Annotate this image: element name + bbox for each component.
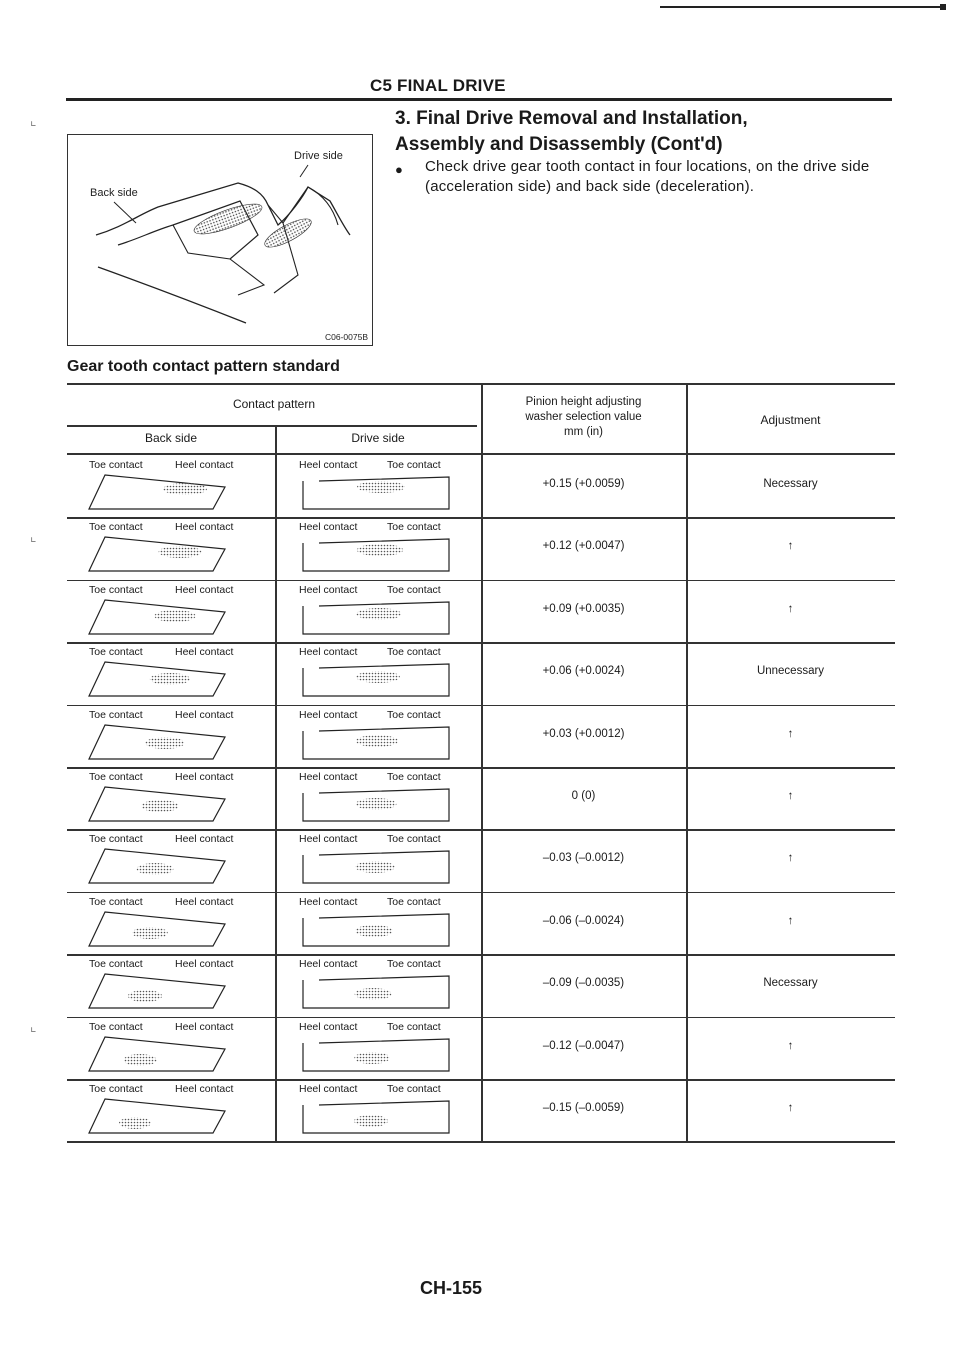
toe-contact-label: Toe contact: [89, 1083, 143, 1095]
adjustment-value: ↑: [787, 727, 794, 740]
washer-value: +0.12 (+0.0047): [542, 540, 625, 553]
heel-contact-label: Heel contact: [299, 895, 358, 908]
back-side-pattern-icon: [85, 910, 255, 950]
drive-side-pattern-icon: [299, 847, 469, 887]
back-side-pattern-icon: [85, 535, 255, 575]
top-rule: [660, 6, 946, 8]
adjustment-value: ↑: [787, 852, 794, 865]
instruction-text: Check drive gear tooth contact in four locations, on the drive side (acceleration side) and back side (deceleration).: [425, 158, 870, 195]
row-rule: [67, 580, 895, 582]
washer-value: +0.06 (+0.0024): [542, 665, 625, 678]
drive-side-pattern-icon: [299, 473, 469, 513]
back-side-pattern-icon: [85, 847, 255, 887]
top-rule-tip: [940, 4, 946, 10]
header-contact-pattern: Contact pattern: [232, 397, 316, 411]
drive-side-pattern-icon: [299, 785, 469, 825]
table-row: [67, 1079, 895, 1141]
toe-contact-label: Toe contact: [89, 521, 143, 534]
toe-contact-label: Toe contact: [387, 833, 441, 846]
toe-contact-label: Toe contact: [89, 646, 143, 659]
header-rule: [66, 98, 892, 101]
washer-value: +0.09 (+0.0035): [542, 602, 625, 615]
drive-side-pattern-icon: [299, 1097, 469, 1137]
adjustment-value: ↑: [787, 914, 794, 927]
toe-contact-label: Toe contact: [89, 895, 143, 908]
margin-mark: ⌞: [30, 528, 37, 544]
back-side-label: Back side: [90, 187, 138, 199]
heel-contact-label: Heel contact: [175, 771, 234, 783]
drive-side-pattern-icon: [299, 1035, 469, 1075]
back-side-pattern-icon: [85, 1097, 255, 1137]
table-row: [67, 517, 895, 579]
adjustment-value: Unnecessary: [756, 665, 825, 678]
toe-contact-label: Toe contact: [387, 708, 441, 721]
toe-contact-label: Toe contact: [387, 459, 441, 471]
row-rule: [67, 829, 895, 831]
table-row: [67, 1017, 895, 1079]
heel-contact-label: Heel contact: [175, 583, 234, 596]
row-rule: [67, 954, 895, 956]
washer-value: +0.15 (+0.0059): [542, 478, 625, 490]
heel-contact-label: Heel contact: [299, 583, 358, 596]
back-side-pattern-icon: [85, 723, 255, 763]
toe-contact-label: Toe contact: [89, 958, 143, 971]
toe-contact-label: Toe contact: [89, 583, 143, 596]
toe-contact-label: Toe contact: [387, 583, 441, 596]
heel-contact-label: Heel contact: [175, 833, 234, 846]
toe-contact-label: Toe contact: [89, 833, 143, 846]
figure-code: C06-0075B: [324, 332, 368, 342]
heel-contact-label: Heel contact: [299, 958, 358, 971]
header-drive-side: Drive side: [351, 431, 405, 445]
toe-contact-label: Toe contact: [387, 1083, 441, 1095]
heel-contact-label: Heel contact: [299, 771, 358, 783]
page-header-title: C5 FINAL DRIVE: [370, 76, 506, 95]
contact-pattern-table: [67, 383, 895, 1143]
washer-value: –0.03 (–0.0012): [542, 852, 625, 865]
adjustment-value: ↑: [787, 540, 794, 553]
back-side-pattern-icon: [85, 473, 255, 513]
row-rule: [67, 1079, 895, 1081]
row-rule: [67, 767, 895, 769]
heel-contact-label: Heel contact: [175, 646, 234, 659]
back-side-pattern-icon: [85, 598, 255, 638]
heel-contact-label: Heel contact: [175, 1020, 234, 1033]
table-row: [67, 829, 895, 891]
heel-contact-label: Heel contact: [299, 646, 358, 659]
adjustment-value: ↑: [787, 790, 794, 802]
table-row: [67, 954, 895, 1016]
heel-contact-label: Heel contact: [299, 833, 358, 846]
heel-contact-label: Heel contact: [299, 1020, 358, 1033]
back-side-pattern-icon: [85, 972, 255, 1012]
adjustment-value: ↑: [787, 602, 794, 615]
row-rule: [67, 517, 895, 519]
bullet-icon: ●: [395, 162, 403, 177]
gear-tooth-figure: [67, 134, 373, 346]
heel-contact-label: Heel contact: [175, 521, 234, 534]
header-washer-line3: mm (in): [564, 426, 603, 438]
table-row: [67, 767, 895, 829]
header-washer: [481, 395, 686, 440]
pattern-table-title: Gear tooth contact pattern standard: [67, 358, 340, 375]
heel-contact-label: Heel contact: [175, 459, 234, 471]
drive-side-pattern-icon: [299, 723, 469, 763]
table-row: [67, 705, 895, 767]
adjustment-value: Necessary: [763, 977, 818, 990]
heel-contact-label: Heel contact: [175, 895, 234, 908]
toe-contact-label: Toe contact: [89, 708, 143, 721]
washer-value: –0.09 (–0.0035): [542, 977, 625, 990]
toe-contact-label: Toe contact: [387, 771, 441, 783]
header-washer-line2: washer selection value: [525, 411, 642, 423]
toe-contact-label: Toe contact: [387, 521, 441, 534]
row-rule: [67, 1017, 895, 1019]
toe-contact-label: Toe contact: [89, 771, 143, 783]
back-side-pattern-icon: [85, 1035, 255, 1075]
section-title: [395, 106, 875, 158]
heel-contact-label: Heel contact: [299, 459, 358, 471]
section-title-line1: 3. Final Drive Removal and Installation,: [395, 108, 748, 129]
washer-value: +0.03 (+0.0012): [542, 727, 625, 740]
margin-mark: ⌞: [30, 112, 37, 128]
table-row: [67, 580, 895, 642]
heel-contact-label: Heel contact: [299, 521, 358, 534]
table-row: [67, 892, 895, 954]
toe-contact-label: Toe contact: [387, 895, 441, 908]
toe-contact-label: Toe contact: [89, 459, 143, 471]
drive-side-pattern-icon: [299, 598, 469, 638]
header-adjustment: Adjustment: [760, 413, 821, 427]
adjustment-value: ↑: [787, 1039, 794, 1052]
gear-tooth-illustration: [68, 135, 372, 345]
row-rule: [67, 705, 895, 707]
toe-contact-label: Toe contact: [387, 646, 441, 659]
heel-contact-label: Heel contact: [175, 708, 234, 721]
adjustment-value: ↑: [787, 1102, 794, 1114]
drive-side-pattern-icon: [299, 660, 469, 700]
row-rule: [67, 642, 895, 644]
table-row: [67, 455, 895, 517]
margin-mark: ⌞: [30, 1018, 37, 1034]
washer-value: –0.06 (–0.0024): [542, 914, 625, 927]
table-row: [67, 642, 895, 704]
heel-contact-label: Heel contact: [175, 1083, 234, 1095]
heel-contact-label: Heel contact: [299, 1083, 358, 1095]
heel-contact-label: Heel contact: [175, 958, 234, 971]
drive-side-label: Drive side: [294, 150, 343, 162]
washer-value: –0.15 (–0.0059): [542, 1102, 625, 1114]
drive-side-pattern-icon: [299, 972, 469, 1012]
toe-contact-label: Toe contact: [89, 1020, 143, 1033]
back-side-pattern-icon: [85, 660, 255, 700]
washer-value: –0.12 (–0.0047): [542, 1039, 625, 1052]
toe-contact-label: Toe contact: [387, 958, 441, 971]
heel-contact-label: Heel contact: [299, 708, 358, 721]
header-washer-line1: Pinion height adjusting: [525, 396, 642, 408]
back-side-pattern-icon: [85, 785, 255, 825]
drive-side-pattern-icon: [299, 535, 469, 575]
header-split-rule: [67, 425, 477, 427]
header-back-side: Back side: [144, 431, 198, 445]
adjustment-value: Necessary: [763, 478, 818, 490]
section-title-line2: Assembly and Disassembly (Cont'd): [395, 134, 723, 155]
drive-side-pattern-icon: [299, 910, 469, 950]
washer-value: 0 (0): [571, 790, 596, 802]
row-rule: [67, 892, 895, 894]
toe-contact-label: Toe contact: [387, 1020, 441, 1033]
page-number: CH-155: [420, 1278, 483, 1298]
